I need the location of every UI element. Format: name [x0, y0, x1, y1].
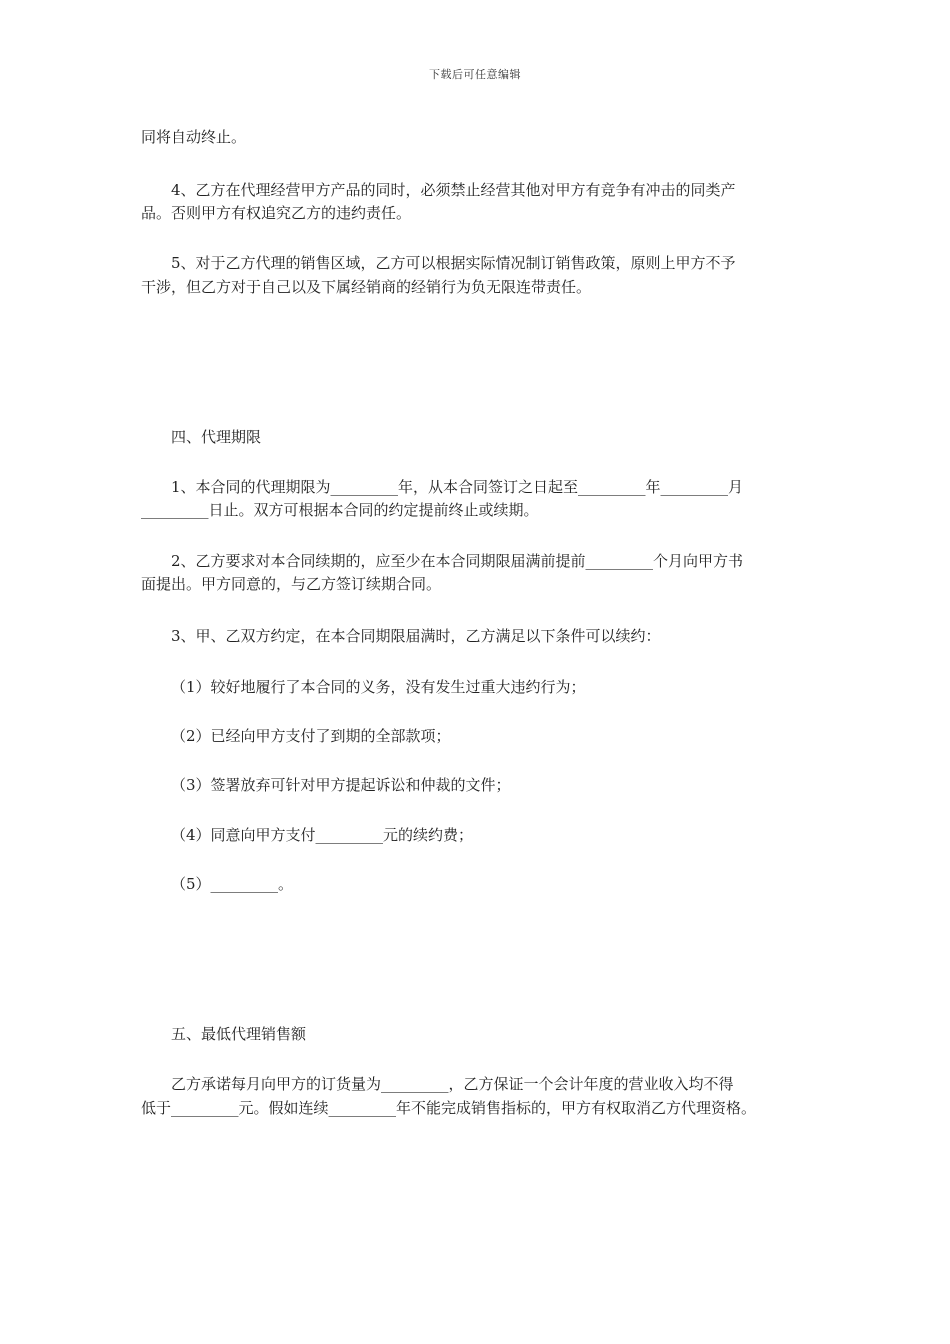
item-5-line-1: 5、对于乙方代理的销售区域，乙方可以根据实际情况制订销售政策，原则上甲方不予	[171, 254, 736, 272]
s4-condition-5: （5）_________。	[171, 875, 294, 893]
s4-condition-2: （2）已经向甲方支付了到期的全部款项；	[171, 727, 451, 745]
s4-item-2-line-2: 面提出。甲方同意的，与乙方签订续期合同。	[141, 575, 442, 593]
s4-item-1-line-2: _________日止。双方可根据本合同的约定提前终止或续期。	[141, 501, 539, 519]
item-4-line-2: 品。否则甲方有权追究乙方的违约责任。	[141, 204, 412, 222]
s5-body-line-2: 低于_________元。假如连续_________年不能完成销售指标的，甲方有权取消乙方代理资格。	[141, 1099, 757, 1117]
s4-item-1-line-1: 1、本合同的代理期限为_________年，从本合同签订之日起至_________年_________月	[171, 478, 744, 496]
s5-body-line-1: 乙方承诺每月向甲方的订货量为_________，乙方保证一个会计年度的营业收入均不得	[171, 1075, 734, 1093]
item-5-line-2: 干涉，但乙方对于自己以及下属经销商的经销行为负无限连带责任。	[141, 278, 592, 296]
s4-item-3: 3、甲、乙双方约定，在本合同期限届满时，乙方满足以下条件可以续约：	[171, 627, 661, 645]
paragraph-line: 同将自动终止。	[141, 128, 247, 146]
section-5-heading: 五、最低代理销售额	[171, 1025, 307, 1043]
s4-item-2-line-1: 2、乙方要求对本合同续期的，应至少在本合同期限届满前提前_________个月向甲方书	[171, 552, 744, 570]
s4-condition-1: （1）较好地履行了本合同的义务，没有发生过重大违约行为；	[171, 678, 586, 696]
page-header: 下载后可任意编辑	[429, 68, 521, 81]
section-4-heading: 四、代理期限	[171, 428, 262, 446]
s4-condition-3: （3）签署放弃可针对甲方提起诉讼和仲裁的文件；	[171, 776, 511, 794]
s4-condition-4: （4）同意向甲方支付_________元的续约费；	[171, 826, 474, 844]
item-4-line-1: 4、乙方在代理经营甲方产品的同时，必须禁止经营其他对甲方有竞争有冲击的同类产	[171, 181, 736, 199]
